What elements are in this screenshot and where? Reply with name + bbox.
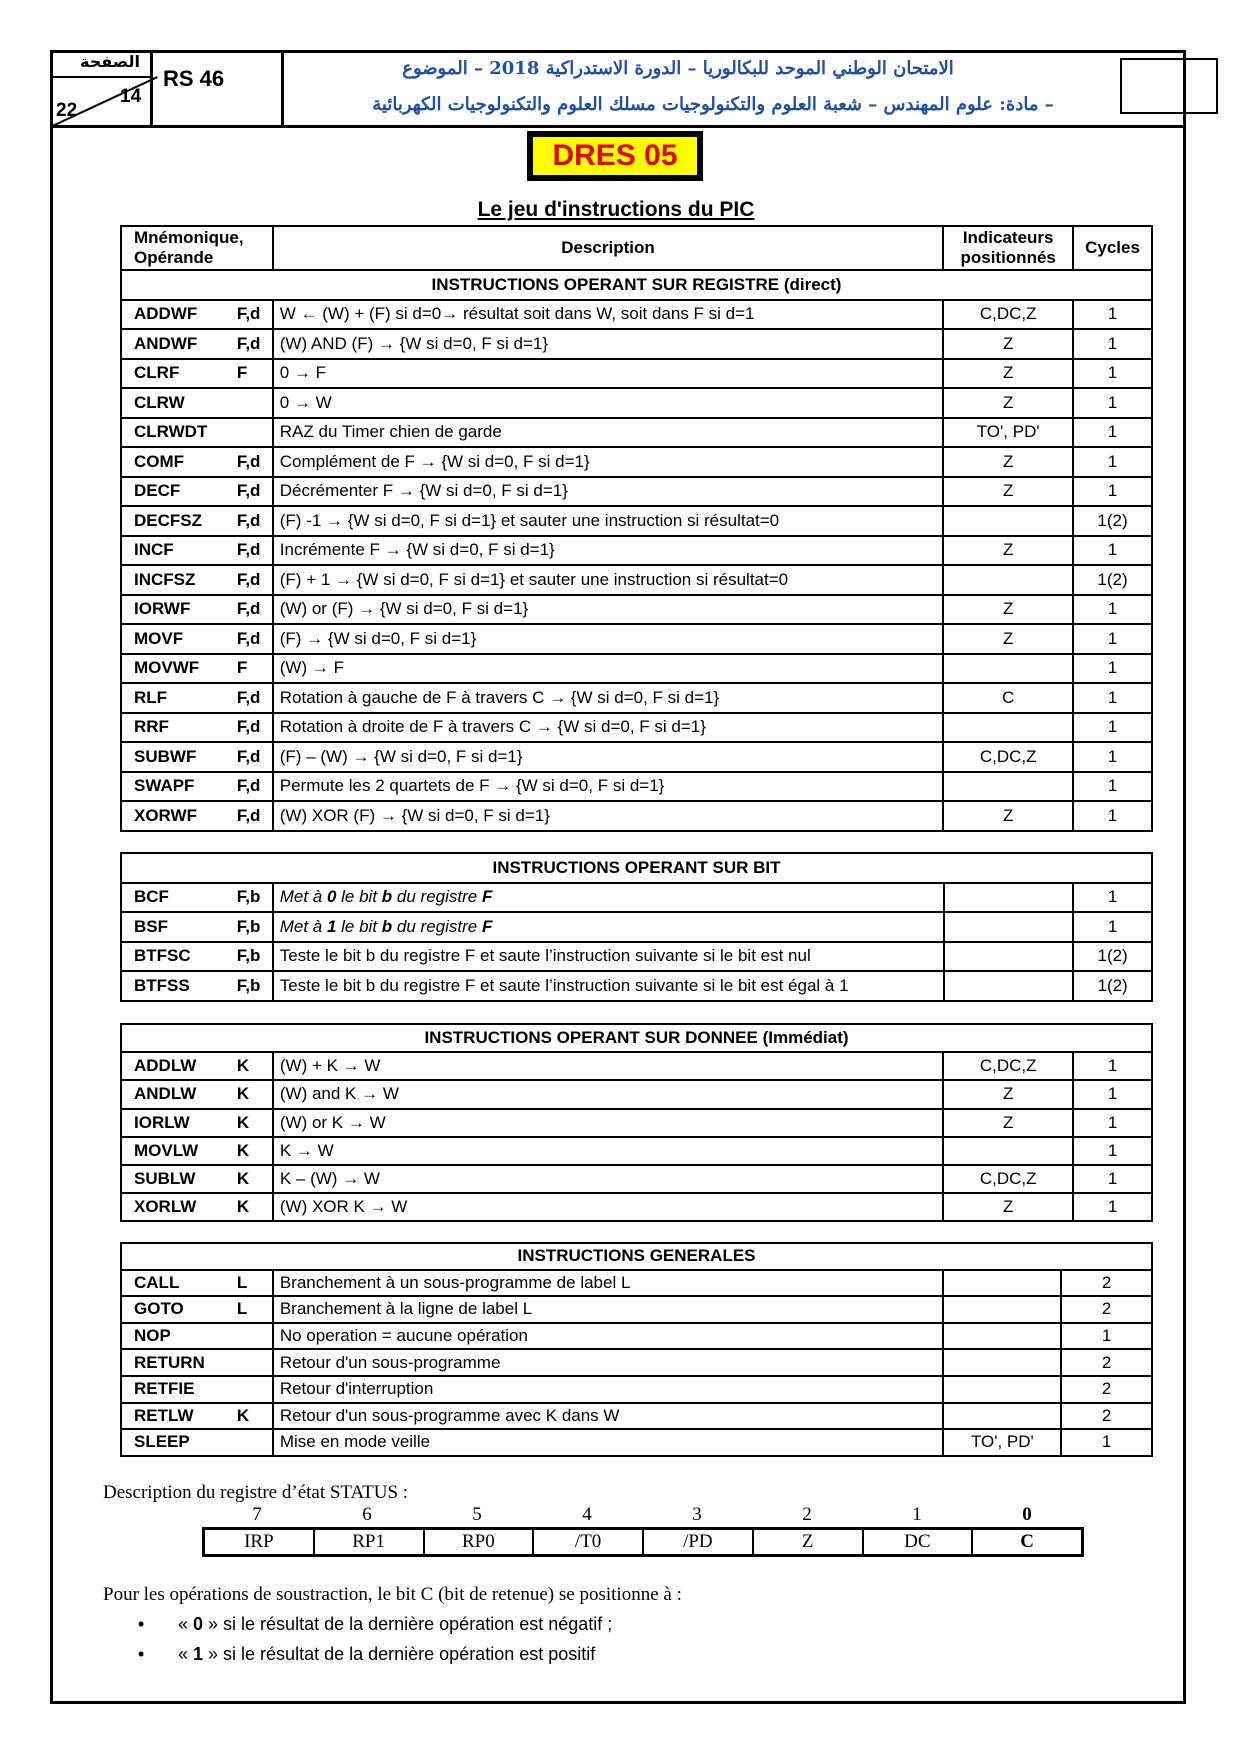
cycles: 1(2): [1073, 942, 1152, 972]
operand: K: [231, 1165, 273, 1193]
operand: F,d: [231, 624, 273, 654]
instruction-row: [121, 683, 1152, 713]
bullet-icon: •: [138, 1644, 145, 1664]
description: Met à 1 le bit b du registre F: [273, 912, 944, 942]
section-title: INSTRUCTIONS OPERANT SUR DONNEE (Immédiat): [121, 1024, 1152, 1052]
flags: [943, 713, 1073, 743]
status-bit: DC: [864, 1530, 974, 1554]
description: Complément de F → {W si d=0, F si d=1}: [273, 447, 944, 477]
operand: K: [231, 1080, 273, 1108]
cycles: 1: [1073, 1109, 1152, 1137]
bit-number: 2: [802, 1504, 812, 1525]
description: (F) – (W) → {W si d=0, F si d=1}: [273, 742, 944, 772]
status-bit: C: [1020, 1531, 1034, 1552]
cycles: 1: [1073, 1137, 1152, 1165]
cycles: 1: [1073, 1165, 1152, 1193]
mnemonic: SUBLW: [121, 1165, 231, 1193]
status-bit: /T0: [534, 1530, 644, 1554]
instruction-row: [121, 801, 1152, 831]
flags: Z: [943, 595, 1073, 625]
operand: F,d: [231, 772, 273, 802]
flags: [943, 1323, 1061, 1350]
instruction-row: [121, 1296, 1152, 1323]
mnemonic: IORWF: [121, 595, 231, 625]
bit-number: 7: [252, 1504, 262, 1525]
description: (W) or (F) → {W si d=0, F si d=1}: [273, 595, 944, 625]
instruction-row: [121, 1349, 1152, 1376]
description: RAZ du Timer chien de garde: [273, 418, 944, 448]
col-header-cycles: Cycles: [1073, 226, 1152, 270]
flags: [943, 1349, 1061, 1376]
operand: [231, 1376, 273, 1403]
description: Retour d'un sous-programme: [273, 1349, 944, 1376]
cycles: 1: [1073, 883, 1152, 913]
instruction-row: [121, 300, 1152, 330]
status-bit: RP0: [425, 1530, 535, 1554]
description: Teste le bit b du registre F et saute l’instruction suivante si le bit est égal à 1: [273, 971, 944, 1001]
cycles: 1: [1073, 418, 1152, 448]
instruction-row: [121, 1429, 1152, 1456]
instruction-row: [121, 1080, 1152, 1108]
status-bit: IRP: [205, 1530, 315, 1554]
document-code: DRES 05: [531, 135, 699, 177]
bullet-item: • « 0 » si le résultat de la dernière opération est négatif ;: [138, 1614, 613, 1634]
flags: Z: [943, 536, 1073, 566]
mnemonic: RETURN: [121, 1349, 231, 1376]
instruction-row: [121, 654, 1152, 684]
description: Branchement à un sous-programme de label L: [273, 1270, 944, 1297]
bit-number: 5: [472, 1504, 482, 1525]
description: Mise en mode veille: [273, 1429, 944, 1456]
mnemonic: GOTO: [121, 1296, 231, 1323]
bit-number: 6: [362, 1504, 372, 1525]
flags: [943, 1403, 1061, 1430]
operand: F,d: [231, 536, 273, 566]
mnemonic: CLRWDT: [121, 418, 231, 448]
mnemonic: NOP: [121, 1323, 231, 1350]
description: W ← (W) + (F) si d=0→ résultat soit dans W, soit dans F si d=1: [273, 300, 944, 330]
mnemonic: IORLW: [121, 1109, 231, 1137]
instruction-row: [121, 506, 1152, 536]
operand: K: [231, 1137, 273, 1165]
description: Décrémenter F → {W si d=0, F si d=1}: [273, 477, 944, 507]
instruction-row: [121, 1109, 1152, 1137]
mnemonic: INCF: [121, 536, 231, 566]
flags: [944, 912, 1073, 942]
document-code-badge: [527, 131, 703, 181]
instruction-row: [121, 388, 1152, 418]
instruction-row: [121, 1052, 1152, 1080]
bit-number: 4: [582, 1504, 592, 1525]
flags: [943, 1376, 1061, 1403]
description: Retour d'un sous-programme avec K dans W: [273, 1403, 944, 1430]
flags: [943, 1296, 1061, 1323]
cycles: 1: [1073, 388, 1152, 418]
flags: Z: [943, 801, 1073, 831]
mnemonic: XORWF: [121, 801, 231, 831]
flags: [943, 772, 1073, 802]
description: (W) AND (F) → {W si d=0, F si d=1}: [273, 329, 944, 359]
description: Rotation à gauche de F à travers C → {W si d=0, F si d=1}: [273, 683, 944, 713]
status-bit: RP1: [315, 1530, 425, 1554]
mnemonic: XORLW: [121, 1193, 231, 1221]
flags: Z: [943, 329, 1073, 359]
bit-number: 1: [912, 1504, 922, 1525]
cycles: 2: [1061, 1349, 1152, 1376]
cycles: 2: [1061, 1270, 1152, 1297]
operand: [231, 1349, 273, 1376]
cycles: 1: [1073, 595, 1152, 625]
operand: F,d: [231, 742, 273, 772]
description: (W) + K → W: [273, 1052, 943, 1080]
description: K → W: [273, 1137, 943, 1165]
page-total: 22: [56, 100, 78, 121]
description: Permute les 2 quartets de F → {W si d=0, F si d=1}: [273, 772, 944, 802]
bit-number: 3: [692, 1504, 702, 1525]
instruction-row: [121, 536, 1152, 566]
cycles: 1: [1073, 329, 1152, 359]
cycles: 1: [1061, 1429, 1152, 1456]
operand: F,d: [231, 565, 273, 595]
col-header-flags: Indicateurs positionnés: [943, 226, 1073, 270]
mnemonic: MOVLW: [121, 1137, 231, 1165]
description: Incrémente F → {W si d=0, F si d=1}: [273, 536, 944, 566]
bullet-icon: •: [138, 1614, 145, 1634]
mnemonic: CLRW: [121, 388, 231, 418]
flags: C: [943, 683, 1073, 713]
operand: L: [231, 1270, 273, 1297]
cycles: 1: [1073, 713, 1152, 743]
flags: [943, 565, 1073, 595]
flags: C,DC,Z: [943, 742, 1073, 772]
mnemonic: ADDWF: [121, 300, 231, 330]
operand: F,d: [231, 447, 273, 477]
bit-instructions-table: [120, 852, 1153, 1002]
operand: F,d: [231, 683, 273, 713]
description: (W) XOR K → W: [273, 1193, 943, 1221]
instruction-row: [121, 329, 1152, 359]
cycles: 2: [1061, 1376, 1152, 1403]
mnemonic: CALL: [121, 1270, 231, 1297]
literal-instructions-table: [120, 1023, 1153, 1222]
instruction-row: [121, 1323, 1152, 1350]
instruction-row: [121, 359, 1152, 389]
mnemonic: MOVWF: [121, 654, 231, 684]
operand: F,d: [231, 506, 273, 536]
description: (W) or K → W: [273, 1109, 943, 1137]
flags: [944, 942, 1073, 972]
cycles: 1: [1073, 447, 1152, 477]
mnemonic: RRF: [121, 713, 231, 743]
cycles: 1: [1073, 1080, 1152, 1108]
flags: [944, 883, 1073, 913]
flags: Z: [943, 359, 1073, 389]
operand: F: [231, 359, 273, 389]
col-header-description: Description: [273, 226, 944, 270]
exam-code: RS 46: [163, 66, 225, 91]
operand: K: [231, 1193, 273, 1221]
instruction-row: [121, 477, 1152, 507]
status-bit-numbers: [202, 1504, 1084, 1526]
instruction-row: [121, 624, 1152, 654]
cycles: 1: [1073, 683, 1152, 713]
mnemonic: BCF: [121, 883, 231, 913]
instruction-row: [121, 742, 1152, 772]
cycles: 1: [1073, 654, 1152, 684]
general-instructions-table: [120, 1242, 1153, 1457]
cycles: 1: [1073, 300, 1152, 330]
description: K – (W) → W: [273, 1165, 943, 1193]
status-register-title: Description du registre d’état STATUS :: [103, 1482, 409, 1503]
bullet-item: • « 1 » si le résultat de la dernière opération est positif: [138, 1644, 596, 1664]
cycles: 1: [1073, 1193, 1152, 1221]
flags: C,DC,Z: [943, 300, 1073, 330]
instruction-row: [121, 1376, 1152, 1403]
operand: [231, 388, 273, 418]
description: 0 → W: [273, 388, 944, 418]
cycles: 2: [1061, 1296, 1152, 1323]
cycles: 1: [1073, 1052, 1152, 1080]
description: (F) + 1 → {W si d=0, F si d=1} et sauter une instruction si résultat=0: [273, 565, 944, 595]
mnemonic: RETFIE: [121, 1376, 231, 1403]
mnemonic: ADDLW: [121, 1052, 231, 1080]
description: Teste le bit b du registre F et saute l’instruction suivante si le bit est nul: [273, 942, 944, 972]
flags: Z: [943, 477, 1073, 507]
page-label: الصفحة: [79, 54, 140, 71]
cycles: 1: [1073, 536, 1152, 566]
page-title: Le jeu d'instructions du PIC: [477, 198, 755, 221]
operand: F: [231, 654, 273, 684]
flags: C,DC,Z: [943, 1165, 1073, 1193]
flags: TO', PD': [943, 1429, 1061, 1456]
mnemonic: INCFSZ: [121, 565, 231, 595]
instruction-row: [121, 1403, 1152, 1430]
description: (W) → F: [273, 654, 944, 684]
flags: Z: [943, 1109, 1073, 1137]
exam-title-line2: – مادة: علوم المهندس – شعبة العلوم والتكنولوجيات مسلك العلوم والتكنولوجيات الكهربائية: [372, 94, 1054, 115]
operand: [231, 1323, 273, 1350]
description: (F) -1 → {W si d=0, F si d=1} et sauter une instruction si résultat=0: [273, 506, 944, 536]
mnemonic: DECF: [121, 477, 231, 507]
flags: Z: [943, 1080, 1073, 1108]
page-number-box: [50, 50, 153, 125]
flags: [944, 971, 1073, 1001]
cycles: 1: [1073, 801, 1152, 831]
description: Retour d'interruption: [273, 1376, 944, 1403]
instruction-row: [121, 1165, 1152, 1193]
cycles: 1(2): [1073, 565, 1152, 595]
status-register-bits: [202, 1527, 1084, 1557]
description: Rotation à droite de F à travers C → {W si d=0, F si d=1}: [273, 713, 944, 743]
mnemonic: RLF: [121, 683, 231, 713]
mnemonic: SWAPF: [121, 772, 231, 802]
flags: [943, 654, 1073, 684]
cycles: 1: [1073, 624, 1152, 654]
cycles: 1(2): [1073, 506, 1152, 536]
instruction-row: [121, 595, 1152, 625]
operand: F,d: [231, 300, 273, 330]
mnemonic: MOVF: [121, 624, 231, 654]
flags: Z: [943, 624, 1073, 654]
section-title: INSTRUCTIONS OPERANT SUR REGISTRE (direct): [121, 270, 1152, 300]
instruction-row: [121, 1270, 1152, 1297]
exam-title-line1: الامتحان الوطني الموحد للبكالوريا – الدورة الاستدراكية 2018 – الموضوع: [402, 58, 954, 79]
flags: TO', PD': [943, 418, 1073, 448]
status-bit: Z: [754, 1530, 864, 1554]
cycles: 1: [1073, 359, 1152, 389]
mnemonic: BSF: [121, 912, 231, 942]
operand: [231, 1429, 273, 1456]
operand: F,b: [231, 971, 273, 1001]
cycles: 1: [1073, 772, 1152, 802]
page-header: [50, 50, 1186, 128]
description: 0 → F: [273, 359, 944, 389]
instruction-row: [121, 1193, 1152, 1221]
operand: [231, 418, 273, 448]
description: (W) XOR (F) → {W si d=0, F si d=1}: [273, 801, 944, 831]
operand: K: [231, 1109, 273, 1137]
col-header-mnemonic: Mnémonique, Opérande: [121, 226, 273, 270]
mnemonic: SUBWF: [121, 742, 231, 772]
instruction-row: [121, 447, 1152, 477]
description: Branchement à la ligne de label L: [273, 1296, 944, 1323]
cycles: 1: [1061, 1323, 1152, 1350]
flags: C,DC,Z: [943, 1052, 1073, 1080]
cycles: 1: [1073, 477, 1152, 507]
operand: F,b: [231, 883, 273, 913]
mnemonic: BTFSS: [121, 971, 231, 1001]
mnemonic: ANDLW: [121, 1080, 231, 1108]
status-bit: /PD: [644, 1530, 754, 1554]
instruction-row: [121, 565, 1152, 595]
mnemonic: COMF: [121, 447, 231, 477]
description: Met à 0 le bit b du registre F: [273, 883, 944, 913]
flags: Z: [943, 447, 1073, 477]
description: No operation = aucune opération: [273, 1323, 944, 1350]
bit-number: 0: [1022, 1504, 1032, 1525]
instruction-row: [121, 772, 1152, 802]
register-instructions-table: [120, 225, 1153, 832]
operand: F,d: [231, 713, 273, 743]
mnemonic: DECFSZ: [121, 506, 231, 536]
mnemonic: SLEEP: [121, 1429, 231, 1456]
instruction-row: [121, 1137, 1152, 1165]
cycles: 1: [1073, 912, 1152, 942]
flags: [943, 1137, 1073, 1165]
section-title: INSTRUCTIONS GENERALES: [121, 1243, 1152, 1270]
mnemonic: RETLW: [121, 1403, 231, 1430]
operand: F,d: [231, 801, 273, 831]
operand: L: [231, 1296, 273, 1323]
instruction-row: [121, 418, 1152, 448]
cycles: 1: [1073, 742, 1152, 772]
flags: [943, 1270, 1061, 1297]
operand: F,d: [231, 477, 273, 507]
instruction-row: [121, 713, 1152, 743]
blank-box: [1120, 58, 1218, 114]
operand: K: [231, 1052, 273, 1080]
description: (W) and K → W: [273, 1080, 943, 1108]
flags: Z: [943, 388, 1073, 418]
mnemonic: CLRF: [121, 359, 231, 389]
flags: Z: [943, 1193, 1073, 1221]
operand: K: [231, 1403, 273, 1430]
cycles: 2: [1061, 1403, 1152, 1430]
section-title: INSTRUCTIONS OPERANT SUR BIT: [121, 853, 1152, 883]
cycles: 1(2): [1073, 971, 1152, 1001]
page-number: 14: [120, 86, 142, 107]
description: (F) → {W si d=0, F si d=1}: [273, 624, 944, 654]
subtraction-note: Pour les opérations de soustraction, le bit C (bit de retenue) se positionne à :: [103, 1584, 682, 1605]
operand: F,d: [231, 595, 273, 625]
operand: F,b: [231, 912, 273, 942]
flags: [943, 506, 1073, 536]
exam-code-box: [153, 50, 284, 125]
operand: F,b: [231, 942, 273, 972]
operand: F,d: [231, 329, 273, 359]
mnemonic: ANDWF: [121, 329, 231, 359]
mnemonic: BTFSC: [121, 942, 231, 972]
